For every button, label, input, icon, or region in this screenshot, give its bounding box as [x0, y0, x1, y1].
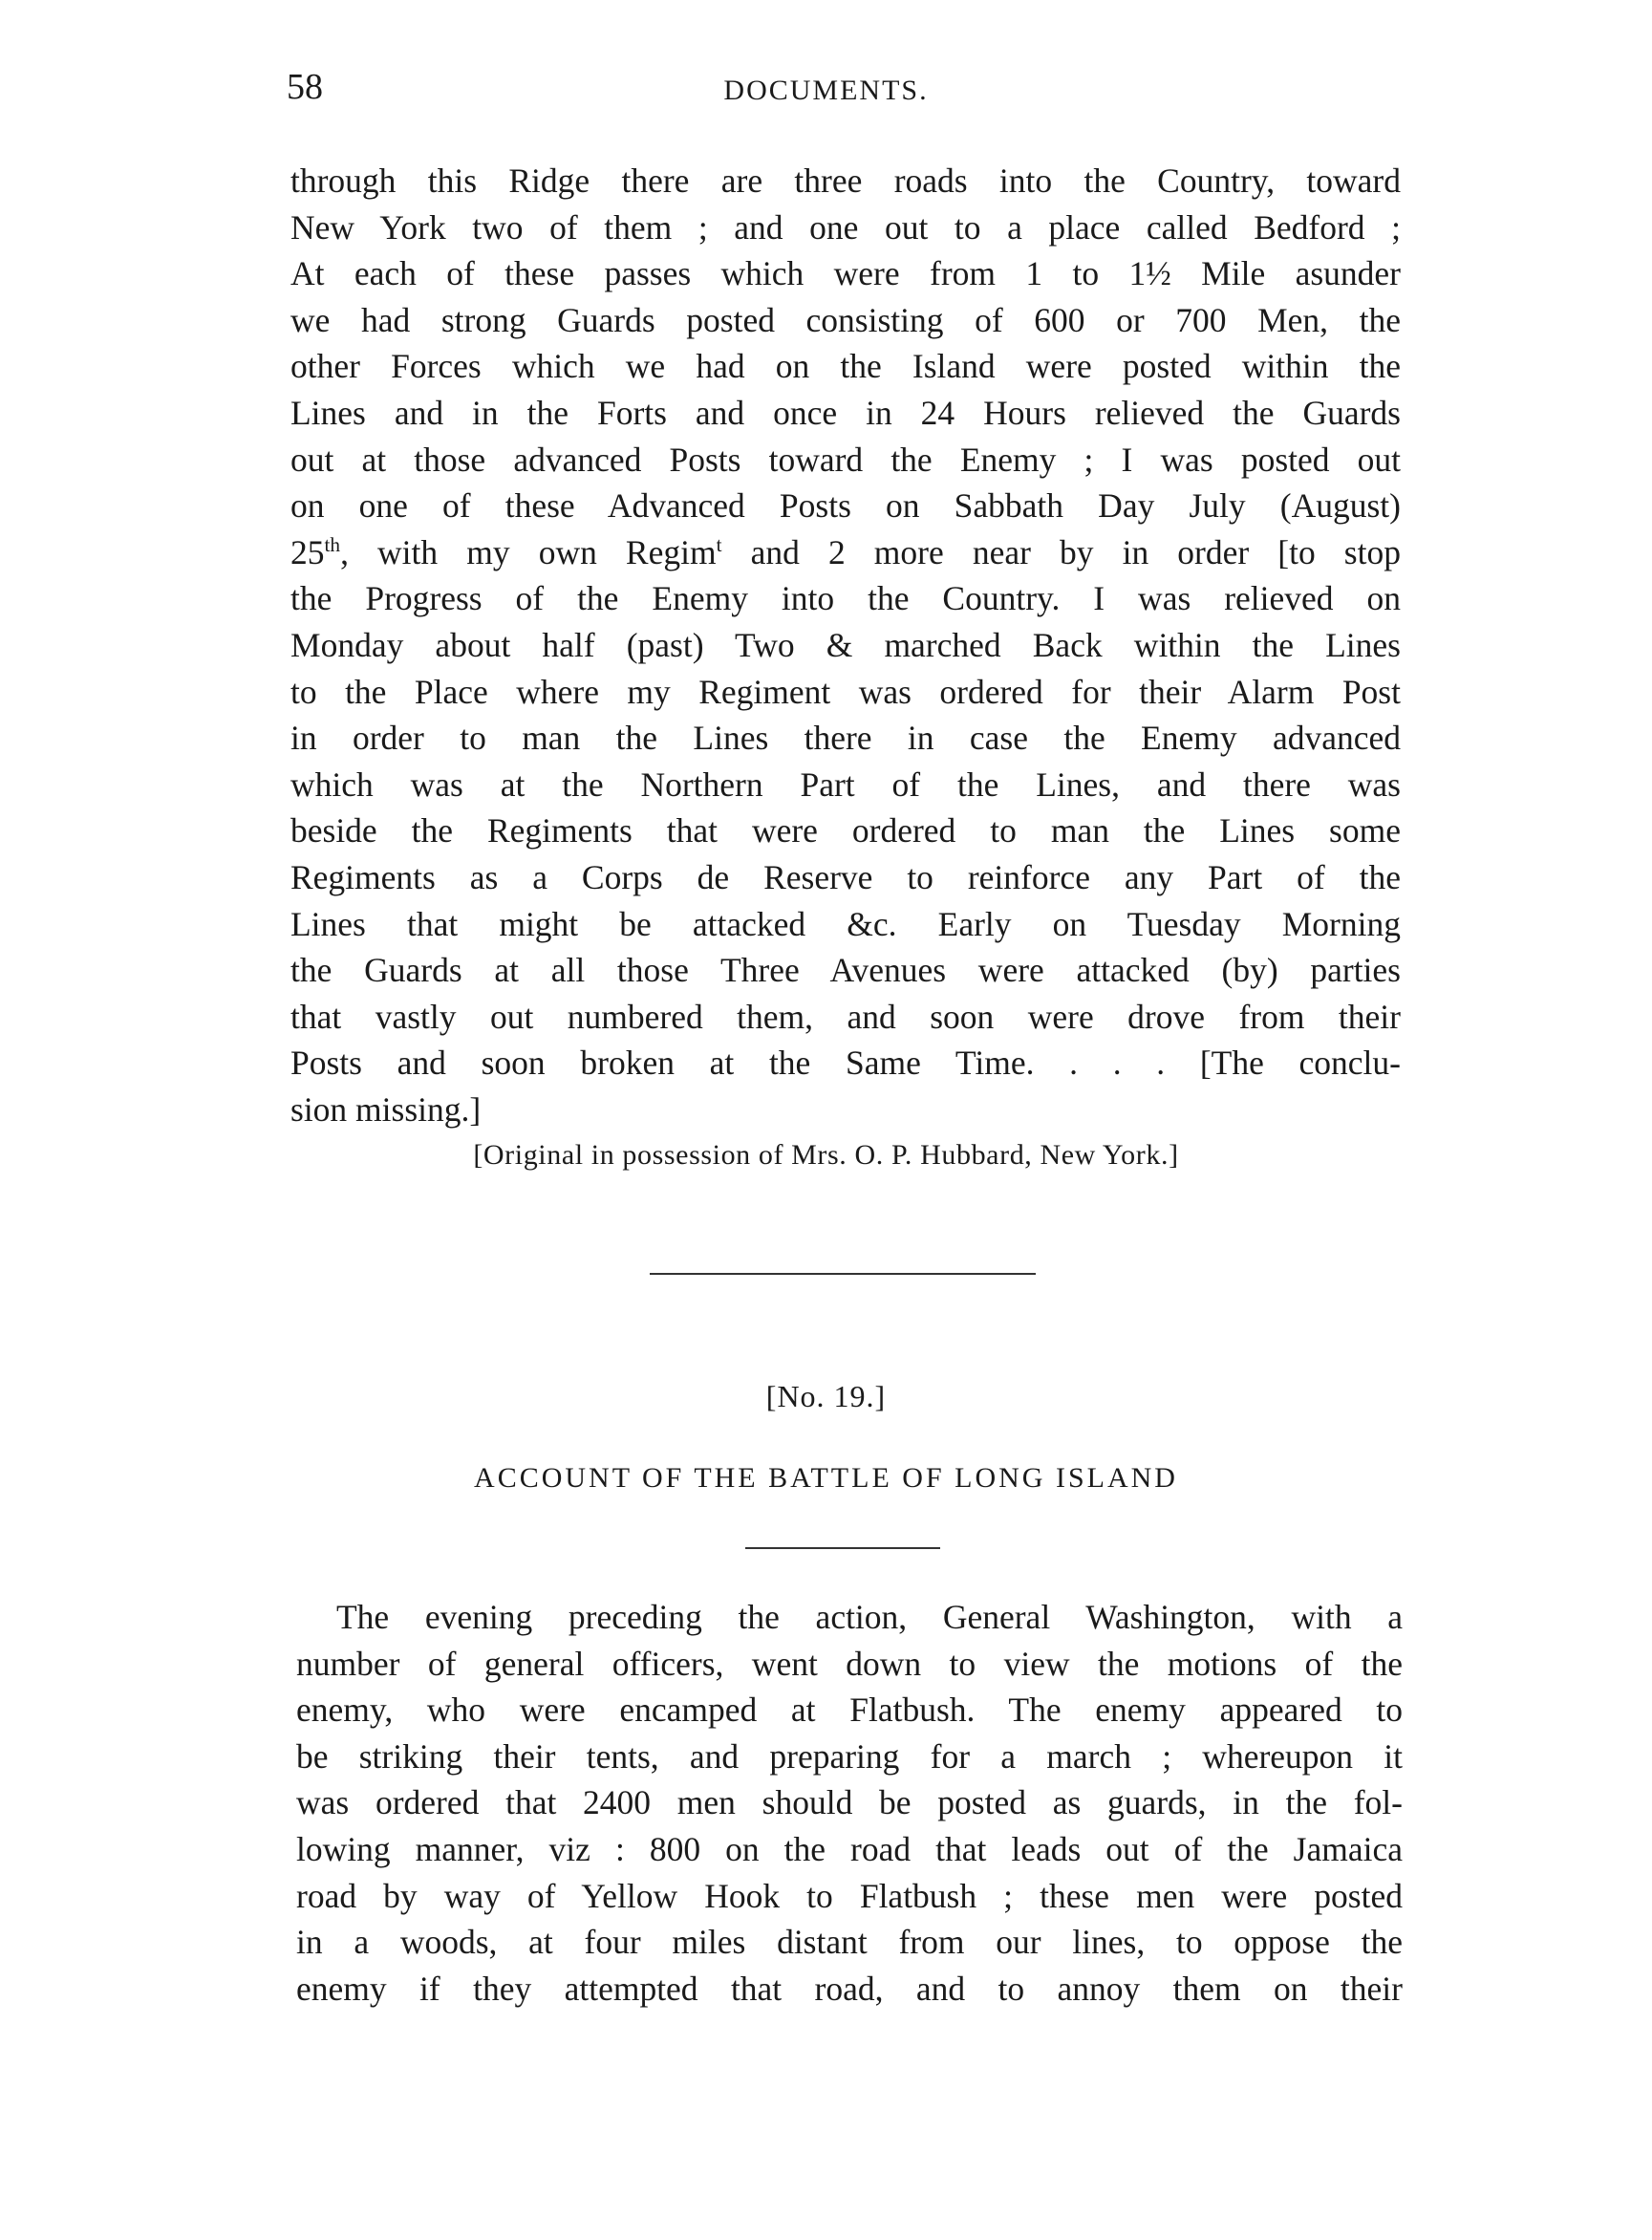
text-line: enemy if they attempted that road, and to annoy them on their — [296, 1969, 1403, 2008]
text-line: be striking their tents, and preparing for a march ; whereupon it — [296, 1736, 1403, 1776]
text-line: which was at the Northern Part of the Lines, and there was — [290, 765, 1401, 804]
text-line: The evening preceding the action, General Washington, with a — [336, 1598, 1403, 1636]
text-line-with-superscripts — [290, 529, 1401, 576]
text-line: At each of these passes which were from 1 to 1½ Mile asunder — [290, 254, 1401, 293]
text-line: in order to man the Lines there in case the Enemy advanced — [290, 719, 1401, 758]
abbreviation-suffix: t — [716, 532, 722, 556]
text-line: Posts and soon broken at the Same Time. . . . [The conclu- — [290, 1044, 1401, 1083]
text-line: lowing manner, viz : 800 on the road that leads out of the Jamaica — [296, 1829, 1403, 1868]
text-line: number of general officers, went down to view the motions of the — [296, 1644, 1403, 1683]
text-line: we had strong Guards posted consisting of 600 or 700 Men, the — [290, 300, 1401, 339]
text-line: other Forces which we had on the Island were posted within the — [290, 347, 1401, 386]
heading-divider — [745, 1547, 940, 1549]
text-line: the Guards at all those Three Avenues were attacked (by) parties — [290, 951, 1401, 990]
document-18-text — [290, 158, 1401, 1132]
line-middle: , with my own Regim — [340, 532, 717, 571]
line-rest: and 2 more near by in order [to stop — [721, 532, 1401, 571]
text-line: out at those advanced Posts toward the Enemy ; I was posted out — [290, 440, 1401, 479]
text-line: New York two of them ; and one out to a place called Bedford ; — [290, 207, 1401, 247]
text-line: Lines and in the Forts and once in 24 Hours relieved the Guards — [290, 393, 1401, 432]
text-line: through this Ridge there are three roads into the Country, toward — [290, 162, 1401, 200]
text-line: road by way of Yellow Hook to Flatbush ; these men were posted — [296, 1876, 1403, 1915]
text-line: Lines that might be attacked &c. Early on Tuesday Morning — [290, 904, 1401, 943]
date-suffix: th — [324, 532, 341, 556]
page-number: 58 — [287, 67, 323, 107]
date-day: 25 — [290, 532, 325, 571]
text-line: sion missing.] — [290, 1089, 482, 1129]
text-line: Monday about half (past) Two & marched Back within the Lines — [290, 625, 1401, 664]
text-line: was ordered that 2400 men should be posted as guards, in the fol- — [296, 1783, 1403, 1822]
text-line: the Progress of the Enemy into the Country. I was relieved on — [290, 579, 1401, 618]
document-number: [No. 19.] — [765, 1379, 887, 1413]
text-line: to the Place where my Regiment was ordered for their Alarm Post — [290, 672, 1401, 711]
source-note: [Original in possession of Mrs. O. P. Hubbard, New York.] — [473, 1139, 1179, 1171]
section-divider — [650, 1273, 1036, 1275]
running-title: DOCUMENTS. — [723, 75, 929, 106]
text-line: beside the Regiments that were ordered to man the Lines some — [290, 811, 1401, 851]
document-heading: ACCOUNT OF THE BATTLE OF LONG ISLAND — [474, 1462, 1178, 1494]
text-line: on one of these Advanced Posts on Sabbath Day July (August) — [290, 486, 1401, 526]
text-line: Regiments as a Corps de Reserve to reinforce any Part of the — [290, 857, 1401, 896]
document-19-text — [296, 1594, 1403, 2012]
text-line: in a woods, at four miles distant from our lines, to oppose the — [296, 1923, 1403, 1962]
text-line: enemy, who were encamped at Flatbush. The enemy appeared to — [296, 1691, 1403, 1730]
text-line: that vastly out numbered them, and soon were drove from their — [290, 997, 1401, 1036]
